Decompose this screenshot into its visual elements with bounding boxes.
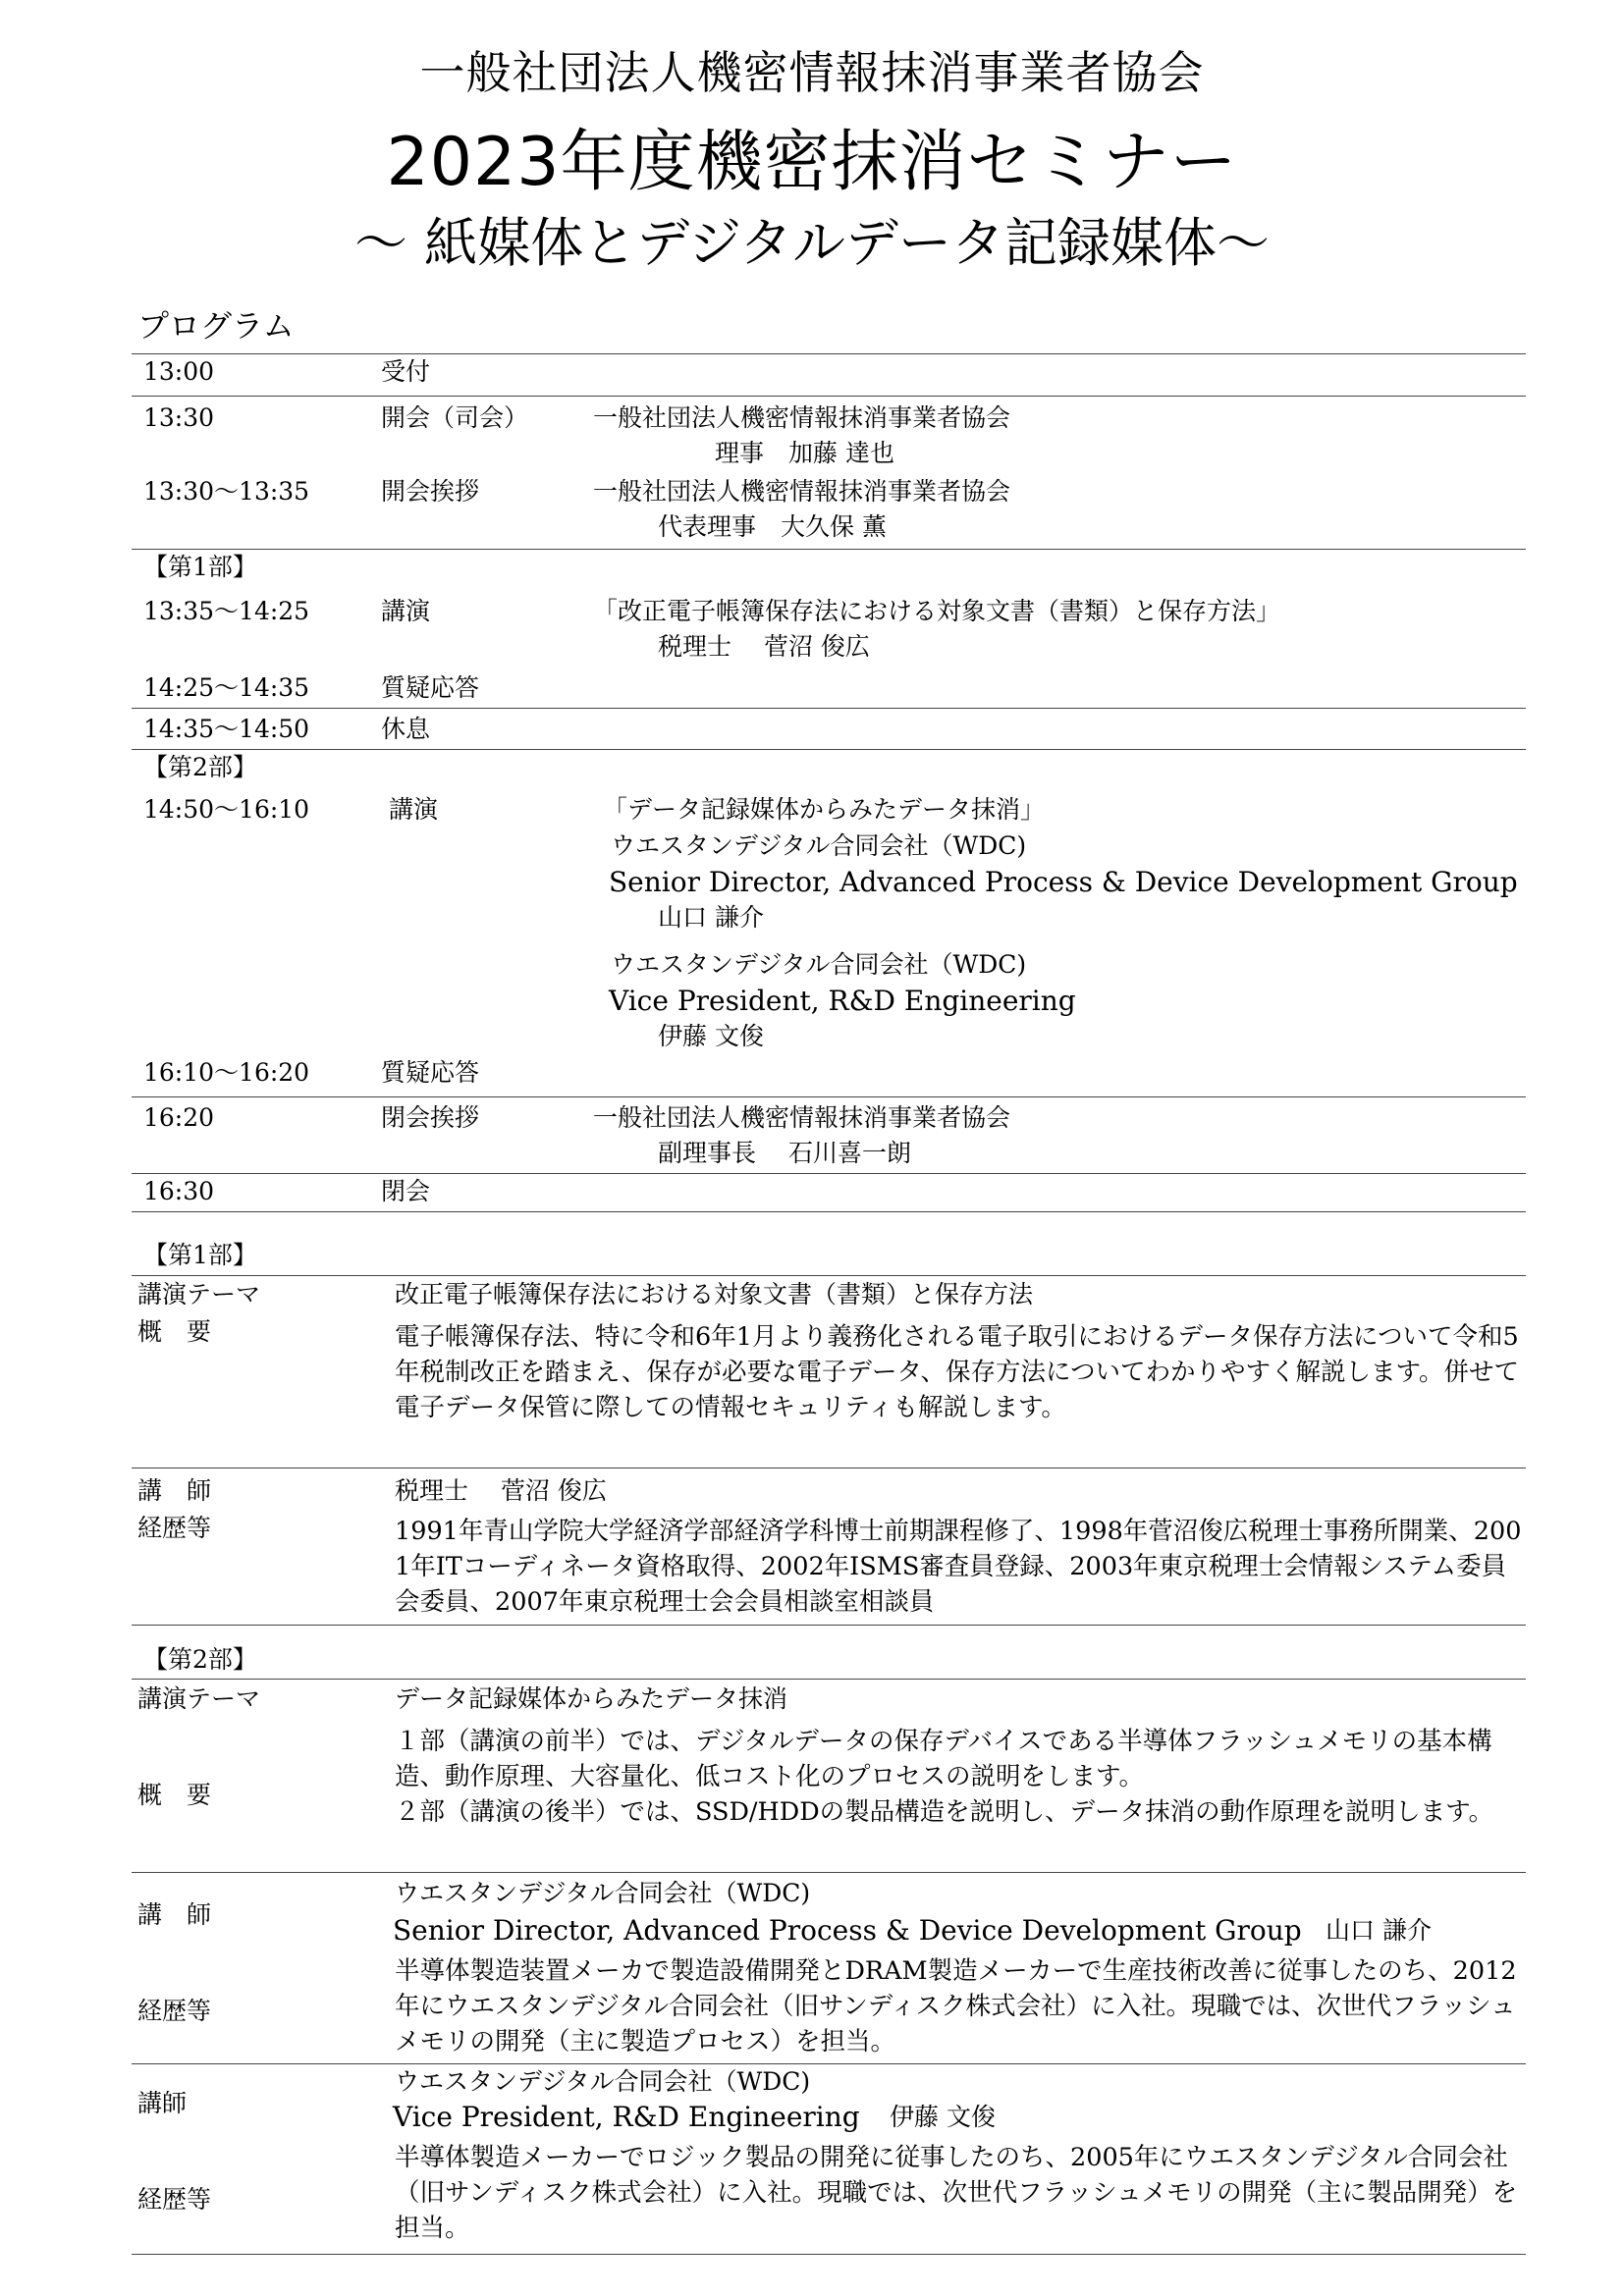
part1-speaker-label: 講 師 xyxy=(137,1476,212,1505)
program-item: 講演 xyxy=(389,795,439,824)
program-detail-org: ウエスタンデジタル合同会社（WDC) xyxy=(611,950,1027,979)
program-time: 13:00 xyxy=(143,357,215,386)
program-divider xyxy=(132,1211,1526,1212)
part2-heading: 【第2部】 xyxy=(143,1645,257,1674)
program-detail-person: 伊藤 文俊 xyxy=(658,1022,764,1050)
program-time: 13:30～13:35 xyxy=(143,477,310,506)
part2-speaker1-label: 講 師 xyxy=(137,1900,212,1929)
program-item: 受付 xyxy=(381,357,431,386)
part1-theme: 改正電子帳簿保存法における対象文書（書類）と保存方法 xyxy=(395,1280,1034,1308)
program-detail-person: 副理事長 石川喜一朗 xyxy=(658,1139,911,1167)
part1-speaker: 税理士 菅沼 俊広 xyxy=(395,1476,607,1505)
program-detail-org: 一般社団法人機密情報抹消事業者協会 xyxy=(593,1103,1011,1132)
program-detail-topic: 「データ記録媒体からみたデータ抹消」 xyxy=(603,795,1046,824)
program-item: 講演 xyxy=(381,597,431,625)
part1-career: 1991年青山学院大学経済学部経済学科博士前期課程修了、1998年菅沼俊広税理士事務所開業、2001年ITコーディネータ資格取得、2002年ISMS審査員登録、2003年東京税理士会情報システム委員会委員、2007年東京税理士会会員相談室相談員 xyxy=(395,1517,1522,1617)
part2-speaker2-name: 伊藤 文俊 xyxy=(890,2103,996,2131)
part1-theme-label: 講演テーマ xyxy=(137,1280,261,1308)
part1-divider xyxy=(132,1625,1526,1626)
part2-speaker1-title: Senior Director, Advanced Process & Device Development Group xyxy=(393,1914,1302,1947)
program-detail-person: 理事 加藤 達也 xyxy=(715,439,894,467)
part1-divider xyxy=(132,1275,1526,1276)
program-item: 質疑応答 xyxy=(381,1058,480,1087)
part-label: 【第1部】 xyxy=(143,553,257,581)
part2-summary-label: 概 要 xyxy=(137,1781,212,1809)
program-divider xyxy=(132,749,1526,750)
program-divider xyxy=(132,353,1526,354)
part2-summary-first-half: １部（講演の前半）では、デジタルデータの保存デバイスである半導体フラッシュメモリの基本構造、動作原理、大容量化、低コスト化のプロセスの説明をします。 xyxy=(395,1727,1492,1791)
part2-theme: データ記録媒体からみたデータ抹消 xyxy=(395,1684,788,1713)
program-detail-person: 代表理事 大久保 薫 xyxy=(658,512,887,541)
program-time: 13:30 xyxy=(143,403,215,432)
program-divider xyxy=(132,396,1526,397)
program-time: 14:50～16:10 xyxy=(143,795,310,824)
part-label: 【第2部】 xyxy=(143,753,257,781)
program-item: 休息 xyxy=(381,715,431,743)
program-heading: プログラム xyxy=(137,307,295,345)
program-detail-person: 山口 謙介 xyxy=(658,903,764,932)
program-item: 閉会挨拶 xyxy=(381,1103,480,1132)
part2-divider xyxy=(132,2063,1526,2064)
part2-speaker2-org: ウエスタンデジタル合同会社（WDC) xyxy=(395,2067,811,2096)
part2-speaker2-title: Vice President, R&D Engineering xyxy=(393,2101,860,2133)
program-detail-topic: 「改正電子帳簿保存法における対象文書（書類）と保存方法」 xyxy=(593,597,1281,625)
organizer-name: 一般社団法人機密情報抹消事業者協会 xyxy=(419,46,1205,99)
program-divider xyxy=(132,549,1526,550)
part2-theme-label: 講演テーマ xyxy=(137,1684,261,1713)
part2-career1: 半導体製造装置メーカで製造設備開発とDRAM製造メーカーで生産技術改善に従事したのち、2012年にウエスタンデジタル合同会社（旧サンディスク株式会社）に入社。現職では、次世代フラッシュメモリの開発（主に製造プロセス）を担当。 xyxy=(395,1956,1517,2056)
program-divider xyxy=(132,708,1526,709)
part2-speaker1-org: ウエスタンデジタル合同会社（WDC) xyxy=(395,1879,811,1907)
program-item: 開会（司会） xyxy=(381,403,529,432)
program-time: 13:35～14:25 xyxy=(143,597,310,625)
program-divider xyxy=(132,1096,1526,1097)
program-detail-org: ウエスタンデジタル合同会社（WDC) xyxy=(611,831,1027,860)
part1-summary: 電子帳簿保存法、特に令和6年1月より義務化される電子取引におけるデータ保存方法について令和5年税制改正を踏まえ、保存が必要な電子データ、保存方法についてわかりやすく解説します。併せて電子データ保管に際しての情報セキュリティも解説します。 xyxy=(395,1322,1519,1422)
part2-career2-label: 経歴等 xyxy=(137,2185,212,2214)
part1-summary-label: 概 要 xyxy=(137,1317,212,1346)
program-detail-title: Vice President, R&D Engineering xyxy=(609,985,1076,1017)
program-item: 閉会 xyxy=(381,1177,431,1205)
program-time: 16:10～16:20 xyxy=(143,1058,310,1087)
program-detail-title: Senior Director, Advanced Process & Device Development Group xyxy=(609,866,1518,898)
part2-speaker1-name: 山口 謙介 xyxy=(1326,1916,1432,1945)
part2-divider xyxy=(132,1679,1526,1680)
program-detail-person: 税理士 菅沼 俊広 xyxy=(658,632,870,661)
program-time: 16:20 xyxy=(143,1103,215,1132)
part2-speaker2-label: 講師 xyxy=(137,2089,188,2117)
program-time: 14:25～14:35 xyxy=(143,673,310,702)
seminar-title: 2023年度機密抹消セミナー xyxy=(386,124,1238,201)
program-item: 開会挨拶 xyxy=(381,477,480,506)
program-time: 16:30 xyxy=(143,1177,215,1205)
part1-career-label: 経歴等 xyxy=(137,1514,212,1542)
part2-divider xyxy=(132,2254,1526,2255)
part2-summary-second-half: ２部（講演の後半）では、SSD/HDDの製品構造を説明し、データ抹消の動作原理を説明します。 xyxy=(395,1797,1494,1827)
program-divider xyxy=(132,1173,1526,1174)
part2-divider xyxy=(132,1872,1526,1873)
part1-heading: 【第1部】 xyxy=(143,1241,257,1269)
program-item: 質疑応答 xyxy=(381,673,480,702)
program-detail-org: 一般社団法人機密情報抹消事業者協会 xyxy=(593,477,1011,506)
program-detail-org: 一般社団法人機密情報抹消事業者協会 xyxy=(593,403,1011,432)
program-time: 14:35～14:50 xyxy=(143,715,310,743)
seminar-subtitle: ～ 紙媒体とデジタルデータ記録媒体～ xyxy=(354,212,1270,274)
part2-career2: 半導体製造メーカーでロジック製品の開発に従事したのち、2005年にウエスタンデジタル合同会社（旧サンディスク株式会社）に入社。現職では、次世代フラッシュメモリの開発（主に製品開発）を担当。 xyxy=(395,2143,1518,2243)
part2-career1-label: 経歴等 xyxy=(137,1997,212,2025)
